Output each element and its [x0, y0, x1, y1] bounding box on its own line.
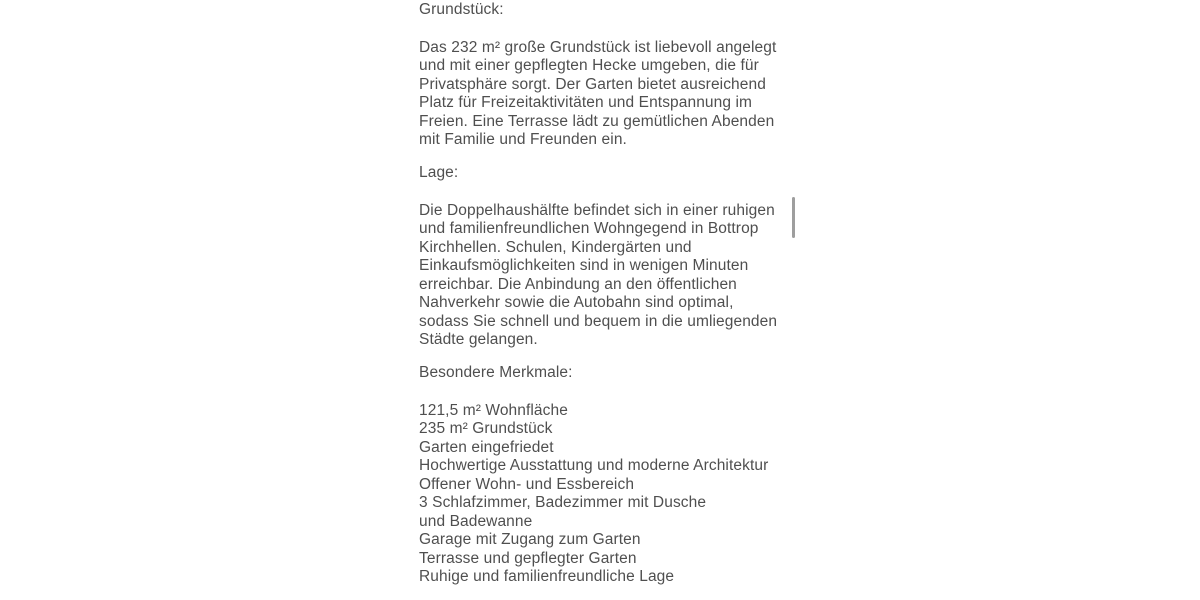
feature-list	[419, 402, 799, 587]
feature-line: Ruhige und familienfreundliche Lage	[419, 568, 675, 585]
section-grundstueck	[419, 1, 799, 150]
listing-description	[419, 1, 799, 600]
text-line: Nahverkehr sowie die Autobahn sind optimal,	[419, 294, 734, 311]
feature-line: Hochwertige Ausstattung und moderne Architektur	[419, 457, 769, 474]
text-line: und familienfreundlichen Wohngegend in Bottrop	[419, 220, 759, 237]
paragraph	[419, 202, 799, 350]
text-line: Platz für Freizeitaktivitäten und Entspannung im	[419, 94, 753, 111]
section-heading: Lage:	[419, 164, 459, 181]
text-line: Einkaufsmöglichkeiten sind in wenigen Minuten	[419, 257, 749, 274]
section-heading: Grundstück:	[419, 1, 504, 18]
text-line: und mit einer gepflegten Hecke umgeben, die für	[419, 57, 759, 74]
scrollbar-thumb[interactable]	[792, 197, 795, 238]
feature-line: 121,5 m² Wohnfläche	[419, 401, 568, 419]
text-line: Die Doppelhaushälfte befindet sich in einer ruhigen	[419, 201, 775, 219]
text-line: mit Familie und Freunden ein.	[419, 131, 627, 148]
paragraph	[419, 39, 799, 150]
feature-line: und Badewanne	[419, 512, 533, 530]
text-line: sodass Sie schnell und bequem in die umliegenden	[419, 312, 778, 330]
text-line: Freien. Eine Terrasse lädt zu gemütlichen Abenden	[419, 112, 775, 130]
feature-line: Terrasse und gepflegter Garten	[419, 549, 637, 567]
text-line: Privatsphäre sorgt. Der Garten bietet ausreichend	[419, 75, 766, 93]
section-lage	[419, 164, 799, 350]
text-line: Kirchhellen. Schulen, Kindergärten und	[419, 238, 692, 256]
text-line: erreichbar. Die Anbindung an den öffentlichen	[419, 275, 737, 293]
section-heading: Besondere Merkmale:	[419, 364, 573, 381]
text-line: Städte gelangen.	[419, 331, 538, 348]
feature-line: Offener Wohn- und Essbereich	[419, 475, 635, 493]
feature-line: 3 Schlafzimmer, Badezimmer mit Dusche	[419, 494, 707, 511]
feature-line: Garten eingefriedet	[419, 438, 554, 456]
feature-line: Garage mit Zugang zum Garten	[419, 531, 641, 548]
section-besondere-merkmale	[419, 364, 799, 587]
text-line: Das 232 m² große Grundstück ist liebevoll angelegt	[419, 38, 777, 56]
feature-line: 235 m² Grundstück	[419, 420, 553, 437]
